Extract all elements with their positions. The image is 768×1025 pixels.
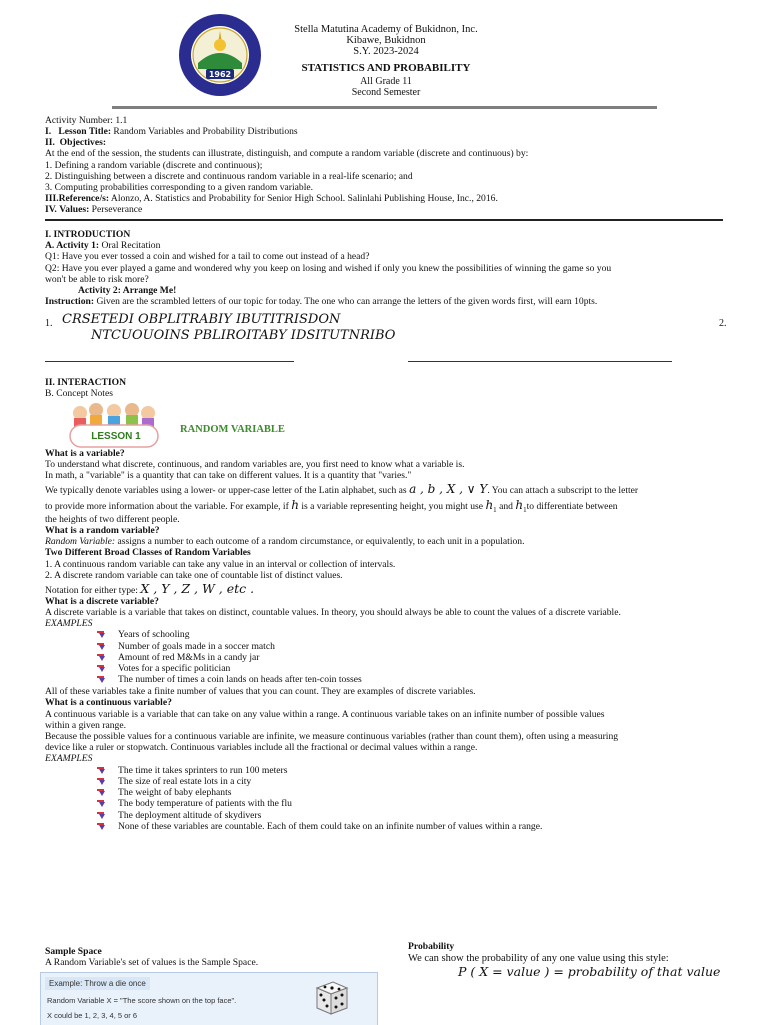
paragraph: In math, a "variable" is a quantity that can take on different values. It is a quantity that "varies."	[45, 470, 412, 481]
bullet-icon	[97, 642, 105, 651]
random-variable-definition: Random Variable: assigns a number to each outcome of a random circumstance, or equivalently, to each unit in a population.	[45, 536, 525, 547]
example-box-line: Random Variable X = "The score shown on the top face".	[47, 996, 237, 1005]
bullet-icon	[97, 664, 105, 673]
list-item: The size of real estate lots in a city	[118, 776, 252, 787]
scramble-item-2: NTCUOUOINS PBLIROITABY IDSITUTNRIBO	[91, 328, 396, 343]
activity2-line: Activity 2: Arrange Me!	[78, 285, 177, 296]
continuous-definition: A continuous variable is a variable that can take on any value within a range. A continuous variable takes on an infinite number of possible values	[45, 709, 605, 720]
example-box-title: Example: Throw a die once	[45, 977, 150, 990]
bullet-icon	[97, 811, 105, 820]
paragraph: To understand what discrete, continuous, and random variables are, you first need to know what a variable is.	[45, 459, 465, 470]
paragraph: to provide more information about the variable. For example, if h is a variable representing height, you might use $h_1$ and $h_1to$ differentiate between	[45, 498, 618, 514]
svg-text:1962: 1962	[208, 70, 232, 79]
two-classes-heading: Two Different Broad Classes of Random Variables	[45, 547, 251, 558]
probability-formula: P ( X = value ) = probability of that value	[458, 964, 721, 979]
bullet-icon	[97, 788, 105, 797]
grade-level: All Grade 11	[360, 76, 412, 87]
bullet-icon	[97, 630, 105, 639]
list-item: The weight of baby elephants	[118, 787, 232, 798]
example-box	[40, 972, 378, 1025]
list-item: The body temperature of patients with the flu	[118, 798, 292, 809]
math-letters: a , b , X , ∨ Y	[409, 482, 488, 496]
what-is-random-variable-heading: What is a random variable?	[45, 525, 160, 536]
section-rule	[45, 219, 723, 221]
sample-space-text: A Random Variable's set of values is the Sample Space.	[45, 957, 259, 968]
interaction-heading: II. INTERACTION	[45, 377, 127, 388]
continuous-definition: device like a ruler or stopwatch. Continuous variables include all the fractional or decimal values within a range.	[45, 742, 478, 753]
list-item: Number of goals made in a soccer match	[118, 641, 275, 652]
discrete-definition: A discrete variable is a variable that takes on distinct, countable values. In theory, you should always be able to count the values of a discrete variable.	[45, 607, 621, 618]
objective-item: 2. Distinguishing between a discrete and continuous random variable in a real-life scenario; and	[45, 171, 413, 182]
lesson-badge	[66, 401, 162, 449]
bullet-icon	[97, 653, 105, 662]
introduction-heading: I. INTRODUCTION	[45, 229, 131, 240]
examples-label: EXAMPLES	[45, 753, 93, 764]
die-icon	[311, 978, 351, 1018]
subject-title: STATISTICS AND PROBABILITY	[301, 62, 471, 74]
activity-number: Activity Number: 1.1	[45, 115, 128, 126]
probability-heading: Probability	[408, 941, 455, 952]
example-box-line: X could be 1, 2, 3, 4, 5 or 6	[47, 1011, 138, 1020]
probability-text: We can show the probability of any one value using this style:	[408, 953, 669, 964]
list-item: The deployment altitude of skydivers	[118, 810, 262, 821]
school-name: Stella Matutina Academy of Bukidnon, Inc.	[294, 24, 478, 35]
what-is-discrete-heading: What is a discrete variable?	[45, 596, 159, 607]
list-item: None of these variables are countable. Each of them could take on an infinite number of values within a range.	[118, 821, 543, 832]
class-item: 2. A discrete random variable can take one of countable list of distinct values.	[45, 570, 343, 581]
scramble-item-1: CRSETEDI OBPLITRABIY IBUTITRISDON	[62, 312, 341, 327]
list-item: Amount of red M&Ms in a candy jar	[118, 652, 260, 663]
bullet-icon	[97, 822, 105, 831]
activity1-line: A. Activity 1: Oral Recitation	[45, 240, 161, 251]
what-is-variable-heading: What is a variable?	[45, 448, 125, 459]
answer-line-1[interactable]	[45, 361, 294, 362]
bullet-icon	[97, 766, 105, 775]
concept-notes: B. Concept Notes	[45, 388, 113, 399]
school-year: S.Y. 2023-2024	[353, 46, 419, 57]
discrete-summary: All of these variables take a finite number of values that you can count. They are examples of discrete variables.	[45, 686, 476, 697]
list-item: Votes for a specific politician	[118, 663, 231, 674]
instruction-line: Instruction: Given are the scrambled letters of our topic for today. The one who can arrange the letters of the given words first, will earn 10pts.	[45, 296, 598, 307]
scramble-item-1-number: 1.	[45, 318, 53, 329]
paragraph: the heights of two different people.	[45, 514, 180, 525]
objective-item: 3. Computing probabilities corresponding to a given random variable.	[45, 182, 314, 193]
class-item: 1. A continuous random variable can take any value in an interval or collection of intervals.	[45, 559, 396, 570]
lesson-badge-label: LESSON 1	[91, 431, 141, 442]
continuous-definition: Because the possible values for a continuous variable are infinite, we measure continuous variables (rather than count them), often using a measuring	[45, 731, 619, 742]
question-2-cont: won't be able to risk more?	[45, 274, 149, 285]
objectives-heading: II. Objectives:	[45, 137, 107, 148]
lesson-title-line: I. Lesson Title: Random Variables and Probability Distributions	[45, 126, 298, 137]
semester: Second Semester	[351, 87, 421, 98]
school-address: Kibawe, Bukidnon	[346, 35, 426, 46]
objectives-intro: At the end of the session, the students can illustrate, distinguish, and compute a random variable (discrete and continuous) by:	[45, 148, 529, 159]
list-item: The time it takes sprinters to run 100 meters	[118, 765, 288, 776]
what-is-continuous-heading: What is a continuous variable?	[45, 697, 172, 708]
continuous-definition: within a given range.	[45, 720, 126, 731]
objective-item: 1. Defining a random variable (discrete and continuous);	[45, 160, 263, 171]
question-2: Q2: Have you ever played a game and wondered why you keep on losing and wished if only you knew the possibilities of winning the game so you	[45, 263, 612, 274]
bullet-icon	[97, 799, 105, 808]
values-line: IV. Values: Perseverance	[45, 204, 143, 215]
sample-space-heading: Sample Space	[45, 946, 102, 957]
bullet-icon	[97, 675, 105, 684]
lesson-topic: RANDOM VARIABLE	[180, 424, 285, 435]
list-item: The number of times a coin lands on heads after ten-coin tosses	[118, 674, 362, 685]
header-rule	[112, 106, 657, 109]
bullet-icon	[97, 777, 105, 786]
answer-line-2[interactable]	[408, 361, 672, 362]
examples-label: EXAMPLES	[45, 618, 93, 629]
scramble-item-2-number: 2.	[719, 318, 727, 329]
reference-line: III.Reference/s: Alonzo, A. Statistics and Probability for Senior High School. Salinlahi Publishing House, Inc., 2016.	[45, 193, 498, 204]
question-1: Q1: Have you ever tossed a coin and wished for a tail to come out instead of a head?	[45, 251, 370, 262]
paragraph: We typically denote variables using a lower- or upper-case letter of the Latin alphabet, such as a , b , X , ∨ Y. You can attach a subscript to the letter	[45, 482, 639, 496]
notation-line: Notation for either type: X , Y , Z , W , etc .	[45, 581, 255, 596]
list-item: Years of schooling	[118, 629, 190, 640]
